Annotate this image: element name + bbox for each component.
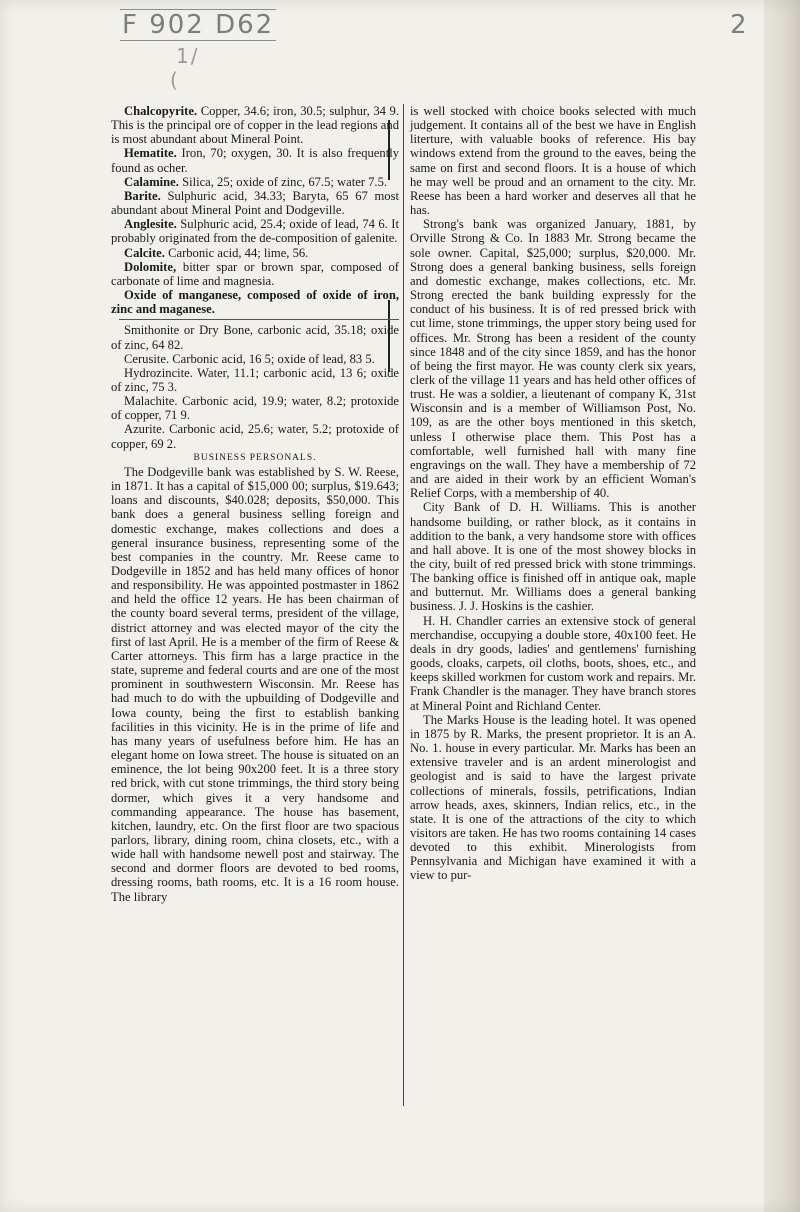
mineral-name: Hydrozincite. xyxy=(124,365,193,380)
divider-rule xyxy=(119,319,399,320)
catalog-number: F 902 D62 xyxy=(122,10,275,40)
bank-paragraph: The Dodgeville bank was established by S. W. Reese, in 1871. It has a capital of $15,000 00; surplus, $19.643; loans and discounts, $40.028; deposits, $50,000. This bank does a general business selling foreign and domestic exchange, makes collections and does a general insurance business, representing some of the best companies in the country. Mr. Reese came to Dodgeville in 1852 and has held many offices of honor and responsibility. He was appointed postmaster in 1862 and held the office 12 years. He has been chairman of the county board several terms, president of the village, district attorney and was elected mayor of the city the first of last April. He is a member of the firm of Reese & Carter attorneys. This firm has a large practice in the state, supreme and federal courts and are one of the most prominent in southwestern Wisconsin. Mr. Reese has had much to do with the upbuilding of Dodgeville and Iowa county, being the first to establish banking facilities in this vicinity. He is in the prime of life and has many years of usefulness before him. He has an elegant home on Iowa street. The house is situated on an eminence, the lot being 90x200 feet. It is a three story red brick, with cut stone trimmings, the third story being dormer, which gives it a very handsome and commanding appearance. The house has basement, kitchen, laundry, etc. On the first floor are two spacious parlors, library, dining room, china closets, etc., with a wide hall with handsome newell post and stairway. The second and dormer floors are devoted to bed rooms, dressing rooms, bath rooms, etc. It is a 16 room house. The library xyxy=(111,464,399,904)
mineral-name: Azurite. xyxy=(124,422,165,437)
strong-bank-paragraph: Strong's bank was organized January, 1881, by Orville Strong & Co. In 1883 Mr. Strong became the sole owner. Capital, $25,000; surplus, $20,000. Mr. Strong does a general banking business, sells foreign and domestic exchange, makes collections, etc. Mr. Strong erected the bank building expressly for the conduct of his business. It is of red pressed brick with cut lime, stone trimmings, the upper story being used for offices. Mr. Strong has been a resident of the county since 1848 and of the city since 1859, and has the honor of being the first mayor. He was county clerk six years, clerk of the village 11 years and has held other offices of trust. He was a soldier, a lieutenant of company K, 31st Wisconsin and is a member of Williamson Post, No. 109, as are the other boys mentioned in this sketch, unless I otherwise place them. This Post has a comfortable, well furnished hall with many fine engravings on the wall. They have a membership of 72 and are aided in their work by an efficient Woman's Relief Corps, with a membership of 40. xyxy=(410,217,696,501)
mineral-name: Cerusite. xyxy=(124,351,170,366)
mineral-entry: Chalcopyrite. Copper, 34.6; iron, 30.5; sulphur, 34 9. This is the principal ore of copper in the lead regions and is most abundant about Mineral Point. xyxy=(111,104,399,147)
mineral-name: Dolomite, xyxy=(124,259,177,274)
mineral-entry: Smithonite or Dry Bone, carbonic acid, 35.18; oxide of zinc, 64 82. xyxy=(111,323,399,352)
oxide-note: Oxide of manganese, composed of oxide of iron, zinc and maganese. xyxy=(111,288,399,317)
mineral-entry: Calcite. Carbonic acid, 44; lime, 56. xyxy=(124,245,309,260)
library-continuation: is well stocked with choice books selected with much judgement. It contains all of the best we have in English literture, with valuable books of reference. His bay windows extend from the ground to the eaves, being the same on first and second floors. It is a house of which he may well be proud and an ornament to the city. Mr. Reese has been a hard worker and deserves all that he has. xyxy=(410,104,696,218)
city-bank-paragraph: City Bank of D. H. Williams. This is another handsome building, or rather block, as it contains in addition to the bank, a very handsome store with offices and hall above. It is one of the most showey blocks in the city, built of red pressed brick with stone trimmings. The banking office is finished off in antique oak, maple and butternut. Mr. Williams does a general banking business. J. J. Hoskins is the cashier. xyxy=(410,500,696,614)
mineral-entry: Hematite. Iron, 70; oxygen, 30. It is also frequently found as ocher. xyxy=(111,146,399,175)
mineral-entry: Calamine. Silica, 25; oxide of zinc, 67.5; water 7.5. xyxy=(124,174,388,189)
mineral-name: Hematite. xyxy=(124,146,177,161)
mineral-entry: Dolomite, bitter spar or brown spar, composed of carbonate of lime and magnesia. xyxy=(111,259,399,288)
mineral-entry: Malachite. Carbonic acid, 19.9; water, 8.2; protoxide of copper, 71 9. xyxy=(111,394,399,423)
mineral-name: Barite. xyxy=(124,188,161,203)
margin-mark-2: ( xyxy=(170,68,180,92)
column-divider xyxy=(403,104,404,1106)
left-column xyxy=(111,104,399,904)
mineral-entry: Barite. Sulphuric acid, 34.33; Baryta, 65 67 most abundant about Mineral Point and Dodgeville. xyxy=(111,188,399,218)
right-column xyxy=(410,104,696,883)
section-title: BUSINESS PERSONALS. xyxy=(193,452,317,463)
page-number: 2 xyxy=(730,10,749,40)
mineral-name: Chalcopyrite. xyxy=(124,104,198,118)
mineral-name: Calamine. xyxy=(124,174,179,189)
mineral-entry: Azurite. Carbonic acid, 25.6; water, 5.2; protoxide of copper, 69 2. xyxy=(111,422,399,451)
chandler-paragraph: H. H. Chandler carries an extensive stock of general merchandise, occupying a double store, 40x100 feet. He deals in dry goods, ladies' and gentlemens' furnishing goods, cloaks, carpets, oil cloths, boots, shoes, etc., and keeps skilled workmen for custom work and repairs. Mr. Frank Chandler is the manager. They have branch stores at Mineral Point and Richland Center. xyxy=(410,613,696,713)
margin-mark: 1/ xyxy=(176,44,200,68)
mineral-entry: Anglesite. Sulphuric acid, 25.4; oxide of lead, 74 6. It probably originated from the de-composition of galenite. xyxy=(111,217,399,246)
mineral-name: Malachite. xyxy=(124,394,178,409)
marks-house-paragraph: The Marks House is the leading hotel. It was opened in 1875 by R. Marks, the present proprietor. It is an A. No. 1. house in every particular. Mr. Marks has been an extensive traveler and is an ardent minerologist and geologist and is said to have the largest private collections of minerals, fossils, petrifications, Indian arrow heads, axes, skinners, Indian relics, etc., in the state. It is one of the attractions of the city to which visitors are taken. He has two rooms containing 14 cases devoted to this exhibit. Minerologists from Pennsylvania and Michigan have examined it with a view to pur- xyxy=(410,712,696,883)
mineral-name: Calcite. xyxy=(124,245,165,260)
mineral-entry: Hydrozincite. Water, 11.1; carbonic acid, 13 6; oxide of zinc, 75 3. xyxy=(111,365,400,394)
scan-edge xyxy=(764,0,800,1212)
mineral-name: Anglesite. xyxy=(124,217,177,232)
mineral-name: Smithonite or Dry Bone, xyxy=(124,323,254,338)
mineral-entry: Cerusite. Carbonic acid, 16 5; oxide of lead, 83 5. xyxy=(124,351,375,366)
